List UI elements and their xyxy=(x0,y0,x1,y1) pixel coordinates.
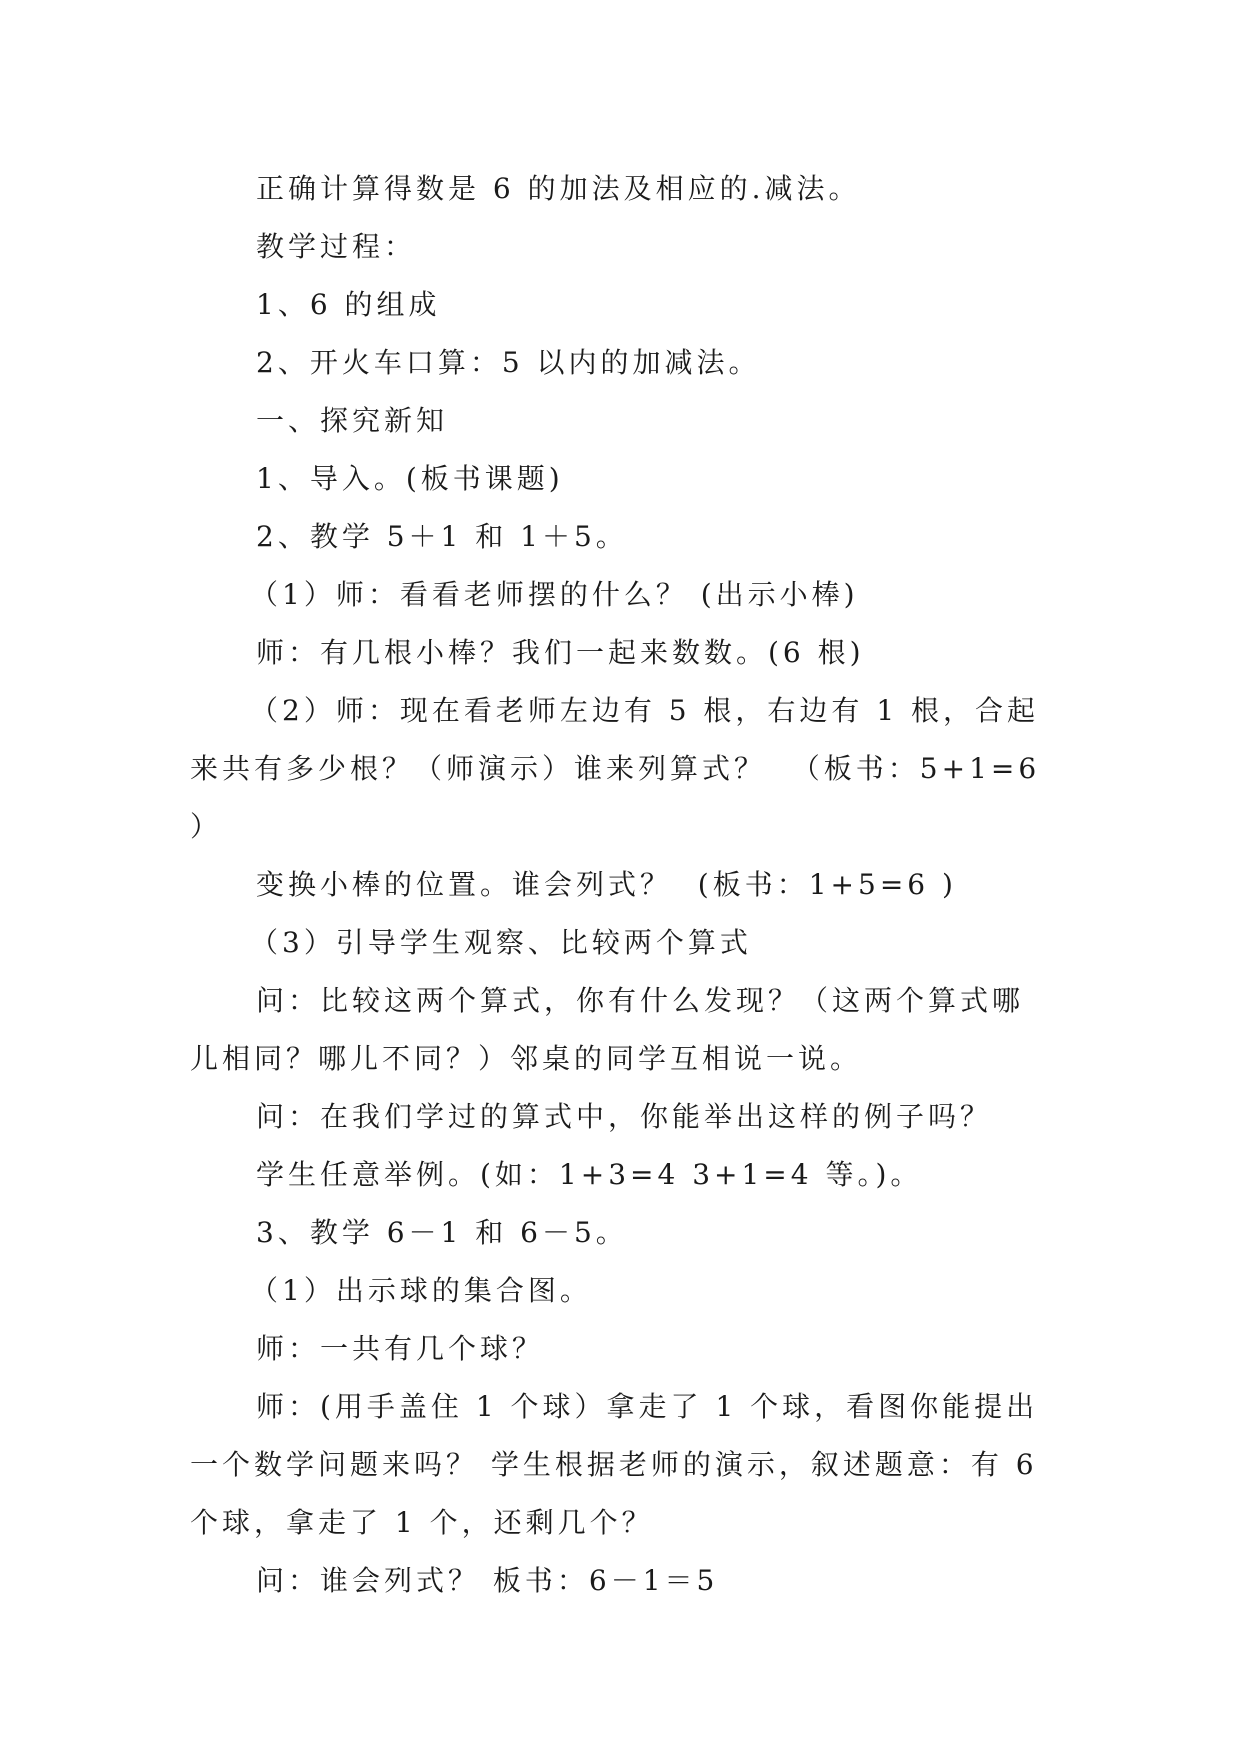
list-item: 1、导入。(板书课题) xyxy=(256,462,564,495)
list-item: 2、教学 5＋1 和 1＋5。 xyxy=(256,520,628,553)
list-item: 2、开火车口算：5 以内的加减法。 xyxy=(256,346,761,379)
dialogue-line: 问：在我们学过的算式中，你能举出这样的例子吗？ xyxy=(256,1100,993,1133)
list-item: 3、教学 6－1 和 6－5。 xyxy=(256,1216,628,1249)
section-heading: 一、探究新知 xyxy=(256,404,449,437)
dialogue-line: 师：(用手盖住 1 个球）拿走了 1 个球，看图你能提出一个数学问题来吗？ 学生根据老师的演示，叙述题意：有 6 个球，拿走了 1 个，还剩几个？ xyxy=(190,1390,1051,1539)
paragraph: 正确计算得数是 6 的加法及相应的.减法。 xyxy=(256,172,861,205)
dialogue-line: 师：一共有几个球？ xyxy=(256,1332,545,1365)
paragraph: 学生任意举例。(如：1+3=4 3+1=4 等。)。 xyxy=(256,1158,923,1191)
list-item: 1、6 的组成 xyxy=(256,288,441,321)
sub-item: （3）引导学生观察、比较两个算式 xyxy=(250,926,752,959)
dialogue-line: 问：比较这两个算式，你有什么发现？（这两个算式哪儿相同？哪儿不同？）邻桌的同学互相说一说。 xyxy=(190,984,1025,1075)
section-heading: 教学过程： xyxy=(256,230,417,263)
dialogue-line: 变换小棒的位置。谁会列式？ (板书：1+5=6 ) xyxy=(256,868,957,901)
sub-item: （2）师：现在看老师左边有 5 根，右边有 1 根，合起来共有多少根？（师演示）谁来列算式？ （板书：5+1=6 ） xyxy=(190,694,1054,843)
sub-item: （1）师：看看老师摆的什么？ (出示小棒) xyxy=(250,578,859,611)
dialogue-line: 师：有几根小棒？我们一起来数数。(6 根) xyxy=(256,636,865,669)
dialogue-line: 问：谁会列式？ 板书：6－1＝5 xyxy=(256,1564,719,1597)
document-body xyxy=(190,160,1054,1610)
sub-item: （1）出示球的集合图。 xyxy=(250,1274,592,1307)
